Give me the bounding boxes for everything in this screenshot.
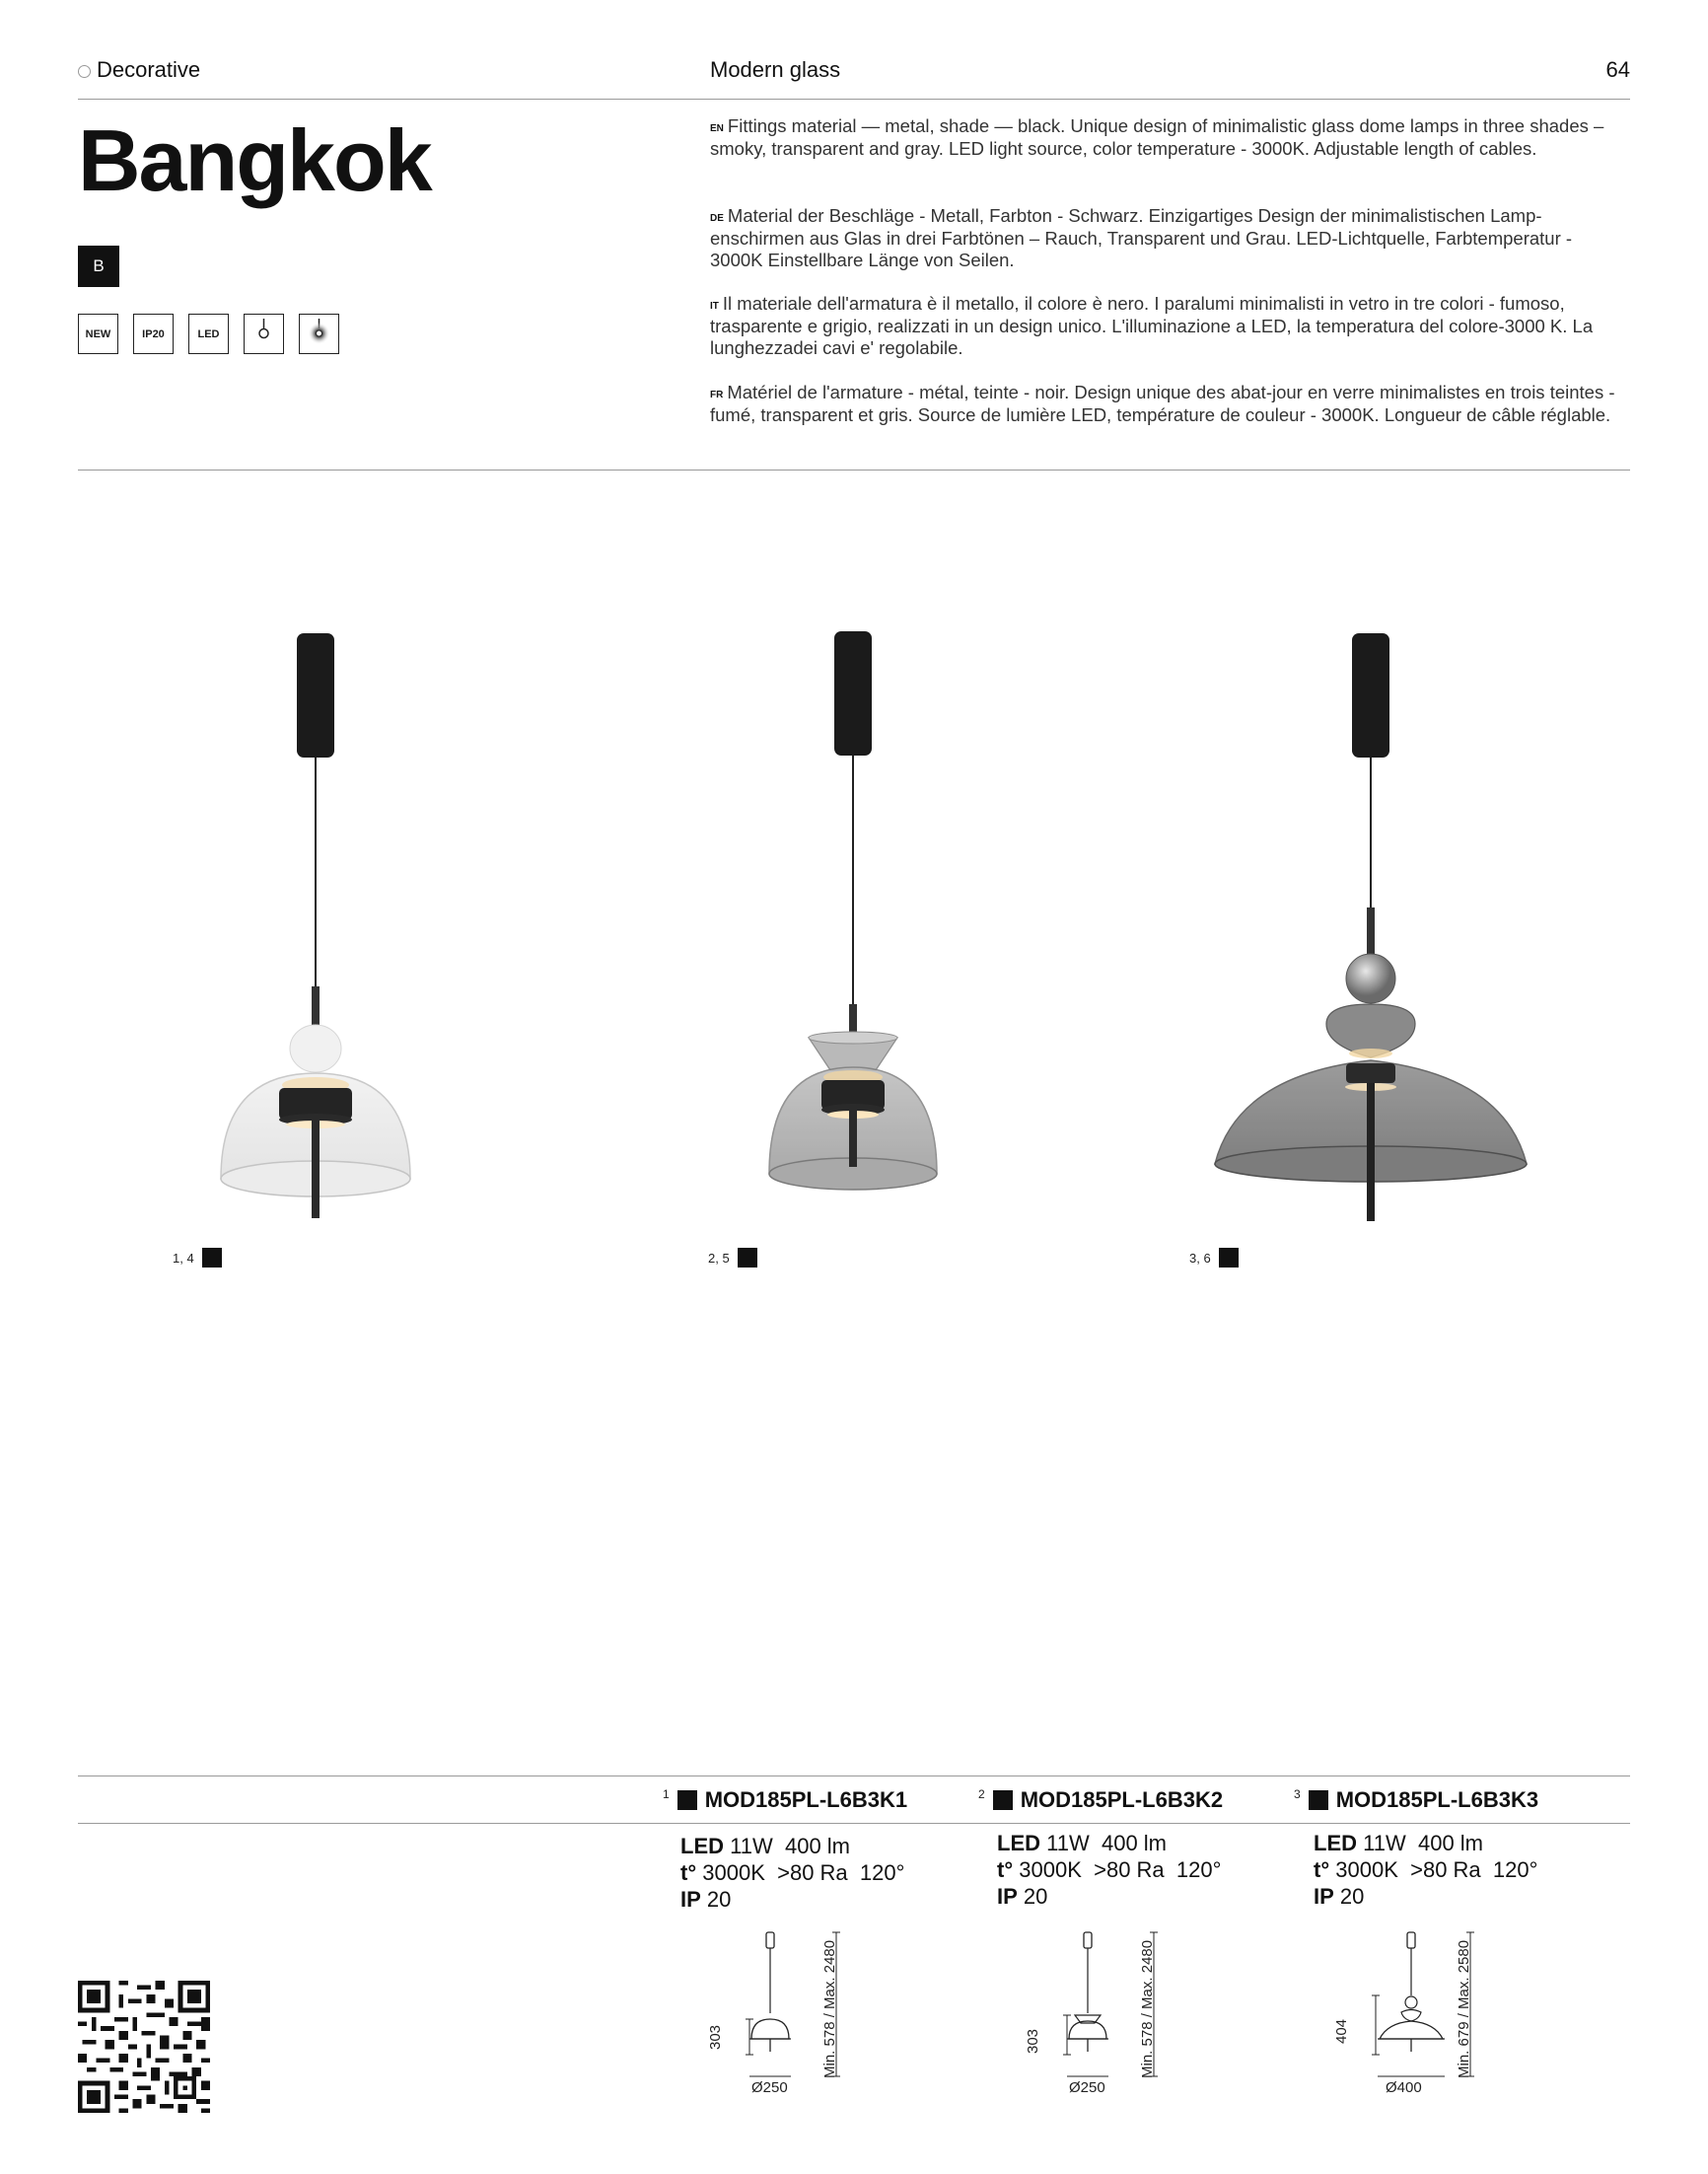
dimension-length-2: Min. 578 / Max. 2480 <box>1139 1939 1156 2078</box>
dimension-length-1: Min. 578 / Max. 2480 <box>821 1939 838 2078</box>
spec-header-divider <box>78 1823 1630 1824</box>
qr-code[interactable] <box>78 1981 210 2113</box>
model-specs-2: LED 11W 400 lm t° 3000K >80 Ra 120° IP 20 <box>997 1831 1222 1909</box>
brand-badge: B <box>78 246 119 287</box>
photo-label-3: 3, 6 <box>1189 1248 1239 1268</box>
product-image-2 <box>700 612 1016 1233</box>
description-it: $^{IT}$ Il materiale dell'armatura è il metallo, il colore è nero. I paralumi minimalisti in vetro in tre colori - fumoso, trasparente e grigio, realizzati in un design unico. L'illuminazione a LED, la temperatura del colore-3000 K. La lunghezzadei cavi e' regolabile. <box>710 293 1594 358</box>
black-square-icon <box>1219 1248 1239 1268</box>
product-image-3 <box>1188 612 1583 1233</box>
dimension-diameter-1: Ø250 <box>751 2079 788 2096</box>
dimension-length-3: Min. 679 / Max. 2580 <box>1456 1939 1472 2078</box>
photo-label-2: 2, 5 <box>708 1248 757 1268</box>
model-specs-1: LED 11W 400 lm t° 3000K >80 Ra 120° IP 20 <box>680 1834 905 1912</box>
product-image-1 <box>148 612 463 1233</box>
dimension-height-2: 303 <box>1025 2028 1041 2054</box>
model-header-2: 2 MOD185PL-L6B3K2 <box>978 1787 1224 1812</box>
black-square-icon <box>993 1790 1013 1810</box>
light-glow-icon <box>299 314 339 354</box>
badge-ip20: IP20 <box>133 314 174 354</box>
product-title: Bangkok <box>78 111 431 209</box>
model-specs-3: LED 11W 400 lm t° 3000K >80 Ra 120° IP 20 <box>1314 1831 1538 1909</box>
dimension-diameter-3: Ø400 <box>1386 2079 1422 2096</box>
dimension-height-3: 404 <box>1333 2018 1350 2044</box>
circle-icon <box>78 65 91 78</box>
black-square-icon <box>1309 1790 1328 1810</box>
black-square-icon <box>738 1248 757 1268</box>
description-de: $^{DE}$ Material der Beschläge - Metall, Farbton - Schwarz. Einzigartiges Design der minimalistischen Lamp- enschirmen aus Glas in drei Farbtönen – Rauch, Transparent und Grau. LED-Lichtquelle, Farbtemperatur - 3000K Einstellbare Länge von Seilen. <box>710 205 1573 270</box>
spec-top-divider <box>78 1775 1630 1776</box>
badge-led: LED <box>188 314 229 354</box>
photo-label-1: 1, 4 <box>173 1248 222 1268</box>
model-header-3: 3 MOD185PL-L6B3K3 <box>1294 1787 1539 1812</box>
description-divider <box>78 470 1630 471</box>
badge-new: NEW <box>78 314 118 354</box>
pendant-icon <box>244 314 284 354</box>
black-square-icon <box>202 1248 222 1268</box>
collection-label: Modern glass <box>710 57 841 82</box>
category-label: Decorative <box>78 57 200 83</box>
header-divider <box>78 99 1630 100</box>
description-fr: $^{FR}$ Matériel de l'armature - métal, teinte - noir. Design unique des abat-jour en verre minimalistes en trois teintes - fumé, transparent et gris. Source de lumière LED, température de couleur - 3000K. Longueur de câble réglable. <box>710 382 1615 425</box>
page-number: 64 <box>1605 57 1630 82</box>
dimension-diameter-2: Ø250 <box>1069 2079 1105 2096</box>
black-square-icon <box>677 1790 697 1810</box>
description-en: $^{EN}$ Fittings material — metal, shade — black. Unique design of minimalistic glass dome lamps in three shades – smoky, transparent and gray. LED light source, color temperature - 3000K. Adjustable length of cables. <box>710 115 1604 159</box>
model-header-1: 1 MOD185PL-L6B3K1 <box>663 1787 908 1812</box>
dimension-height-1: 303 <box>707 2024 724 2050</box>
